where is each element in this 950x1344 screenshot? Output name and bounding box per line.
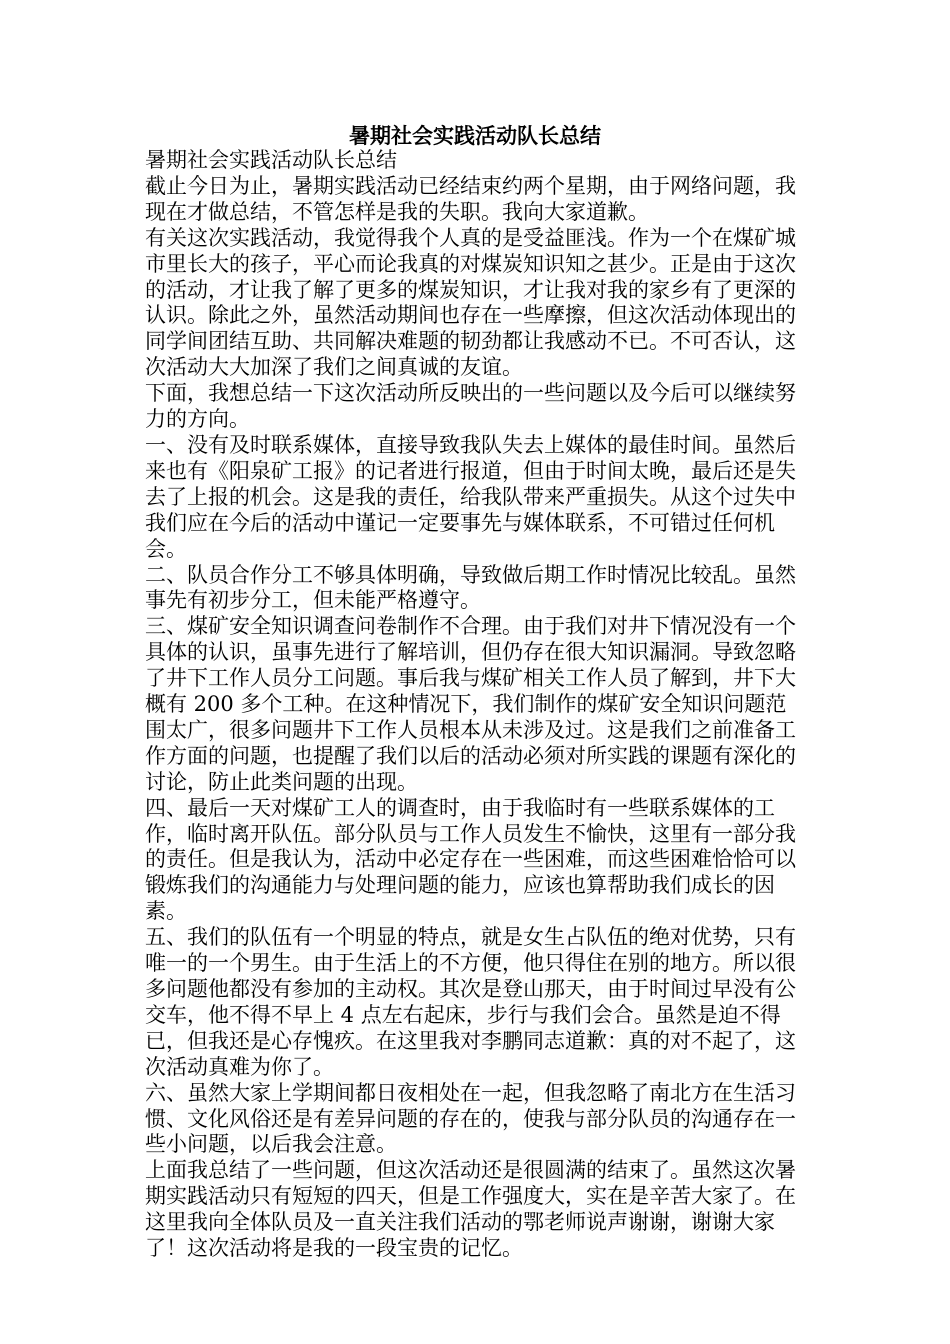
closing-paragraph: 上面我总结了一些问题，但这次活动还是很圆满的结束了。虽然这次暑期实践活动只有短短的四天，但是工作强度大，实在是辛苦大家了。在这里我向全体队员及一直关注我们活动的鄂老师说声谢谢，谢谢大家了！这次活动将是我的一段宝贵的记忆。 <box>145 1158 796 1261</box>
reflection-paragraph: 有关这次实践活动，我觉得我个人真的是受益匪浅。作为一个在煤矿城市里长大的孩子，平心而论我真的对煤炭知识知之甚少。正是由于这次的活动，才让我了解了更多的煤炭知识，才让我对我的家乡有了更深的认识。除此之外，虽然活动期间也存在一些摩擦，但这次活动体现出的同学间团结互助、共同解决难题的韧劲都让我感动不已。不可否认，这次活动大大加深了我们之间真诚的友谊。 <box>145 225 796 380</box>
document-body <box>145 148 805 1262</box>
issue-paragraph-5: 五、我们的队伍有一个明显的特点，就是女生占队伍的绝对优势，只有唯一的一个男生。由于生活上的不方便，他只得住在别的地方。所以很多问题他都没有参加的主动权。其次是登山那天，由于时间过早没有公交车，他不得不早上 4 点左右起床，步行与我们会合。虽然是迫不得已，但我还是心存愧疚。在这里我对李鹏同志道歉：真的对不起了，这次活动真难为你了。 <box>145 925 796 1079</box>
intro-paragraph: 截止今日为止，暑期实践活动已经结束约两个星期，由于网络问题，我现在才做总结，不管怎样是我的失职。我向大家道歉。 <box>145 173 796 224</box>
issue-paragraph-4: 四、最后一天对煤矿工人的调查时，由于我临时有一些联系媒体的工作，临时离开队伍。部分队员与工作人员发生不愉快，这里有一部分我的责任。但是我认为，活动中必定存在一些困难，而这些困难恰恰可以锻炼我们的沟通能力与处理问题的能力，应该也算帮助我们成长的因素。 <box>145 795 796 924</box>
issue-paragraph-2: 二、队员合作分工不够具体明确，导致做后期工作时情况比较乱。虽然事先有初步分工，但未能严格遵守。 <box>145 562 796 613</box>
issue-paragraph-1: 一、没有及时联系媒体，直接导致我队失去上媒体的最佳时间。虽然后来也有《阳泉矿工报》的记者进行报道，但由于时间太晚，最后还是失去了上报的机会。这是我的责任，给我队带来严重损失。从这个过失中我们应在今后的活动中谨记一定要事先与媒体联系，不可错过任何机会。 <box>145 432 796 561</box>
issue-paragraph-3: 三、煤矿安全知识调查问卷制作不合理。由于我们对井下情况没有一个具体的认识，虽事先进行了解培训，但仍存在很大知识漏洞。导致忽略了井下工作人员分工问题。事后我与煤矿相关工作人员了解到，井下大概有 200 多个工种。在这种情况下，我们制作的煤矿安全知识问题范围太广，很多问题井下工作人员根本从未涉及过。这是我们之前准备工作方面的问题，也提醒了我们以后的活动必须对所实践的课题有深化的讨论，防止此类问题的出现。 <box>145 614 796 794</box>
issue-paragraph-6: 六、虽然大家上学期间都日夜相处在一起，但我忽略了南北方在生活习惯、文化风俗还是有差异问题的存在的，使我与部分队员的沟通存在一些小问题，以后我会注意。 <box>145 1080 796 1157</box>
transition-paragraph: 下面，我想总结一下这次活动所反映出的一些问题以及今后可以继续努力的方向。 <box>145 381 796 432</box>
subtitle-paragraph: 暑期社会实践活动队长总结 <box>145 148 397 172</box>
document-title: 暑期社会实践活动队长总结 <box>349 124 601 148</box>
